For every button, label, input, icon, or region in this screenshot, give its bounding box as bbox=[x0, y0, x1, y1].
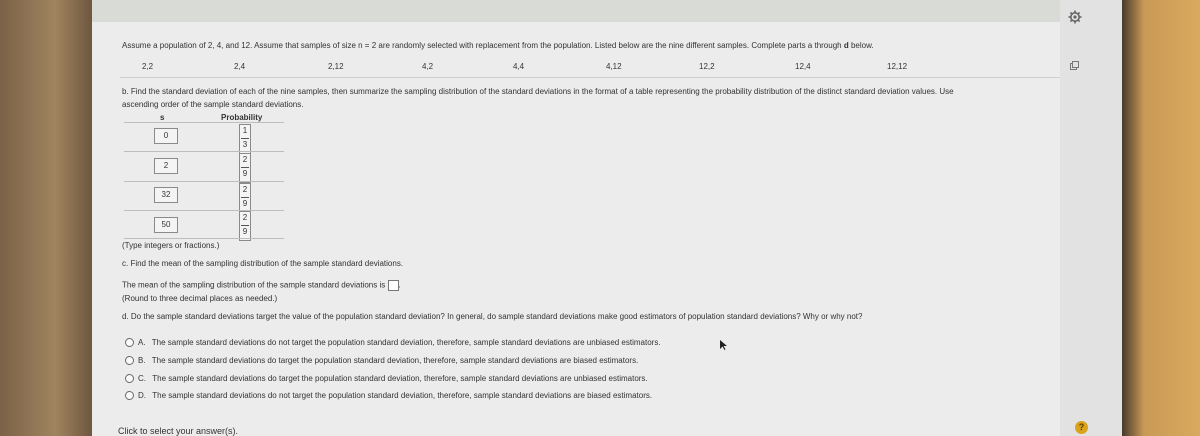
col-header-probability: Probability bbox=[221, 113, 263, 122]
fraction-bar bbox=[241, 225, 249, 226]
fraction-numerator: 2 bbox=[242, 213, 248, 222]
part-c-title: c. Find the mean of the sampling distribution of the sample standard deviations. bbox=[122, 259, 404, 268]
mean-answer-input[interactable] bbox=[388, 280, 399, 291]
option-d-radio[interactable] bbox=[125, 391, 134, 400]
part-c-hint: (Round to three decimal places as needed.) bbox=[122, 294, 278, 303]
s-value-box[interactable]: 32 bbox=[154, 187, 178, 203]
sample-5: 4,4 bbox=[513, 62, 525, 71]
fraction-numerator: 2 bbox=[242, 185, 248, 194]
option-d-letter: D. bbox=[138, 391, 146, 400]
part-c-answer-text: The mean of the sampling distribution of the sample standard deviations is bbox=[122, 280, 386, 290]
question-intro bbox=[122, 41, 874, 50]
s-value-box[interactable]: 0 bbox=[154, 128, 178, 144]
device-bezel-right bbox=[1120, 0, 1200, 436]
part-d-title: d. Do the sample standard deviations target the value of the population standard deviation? In general, do sample standard deviations make good estimators of population standard deviations? Why or why not? bbox=[122, 312, 863, 321]
option-c-text: The sample standard deviations do target the population standard deviation, therefore, sample standard deviations are unbiased estimators. bbox=[152, 374, 648, 383]
option-a-letter: A. bbox=[138, 338, 146, 347]
option-d[interactable] bbox=[138, 391, 652, 400]
probability-fraction[interactable] bbox=[239, 183, 251, 213]
part-c-answer-line bbox=[122, 280, 401, 291]
probability-fraction[interactable] bbox=[239, 124, 251, 154]
answer-period: . bbox=[398, 280, 401, 290]
probability-fraction[interactable] bbox=[239, 211, 251, 241]
option-a-text: The sample standard deviations do not target the population standard deviation, therefore, sample standard deviations are unbiased estimators. bbox=[151, 338, 661, 347]
option-c[interactable] bbox=[138, 374, 648, 383]
sample-9: 12,12 bbox=[887, 62, 908, 71]
divider bbox=[120, 77, 1060, 78]
table-bottom-line bbox=[124, 238, 284, 239]
option-b-radio[interactable] bbox=[125, 356, 134, 365]
option-b[interactable] bbox=[138, 356, 638, 365]
top-bar bbox=[92, 0, 1122, 22]
sample-8: 12,4 bbox=[795, 62, 811, 71]
option-b-text: The sample standard deviations do target the population standard deviation, therefore, sample standard deviations are biased estimators. bbox=[151, 356, 639, 365]
gear-icon[interactable] bbox=[1068, 10, 1082, 29]
part-b-hint: (Type integers or fractions.) bbox=[122, 241, 220, 250]
table-header-line bbox=[124, 122, 284, 123]
sample-3: 2,12 bbox=[328, 62, 344, 71]
sample-7: 12,2 bbox=[699, 62, 715, 71]
intro-end: below. bbox=[850, 41, 874, 50]
screen bbox=[92, 0, 1122, 436]
sample-6: 4,12 bbox=[606, 62, 622, 71]
part-b-text-2: ascending order of the sample standard deviations. bbox=[122, 100, 304, 109]
help-icon[interactable]: ? bbox=[1075, 421, 1088, 434]
option-a-radio[interactable] bbox=[125, 338, 134, 347]
status-text: Click to select your answer(s). bbox=[118, 426, 239, 436]
fraction-bar bbox=[241, 167, 249, 168]
option-a[interactable] bbox=[138, 338, 661, 347]
option-c-letter: C. bbox=[138, 374, 146, 383]
row-divider bbox=[124, 181, 284, 182]
row-divider bbox=[124, 210, 284, 211]
fraction-denominator: 9 bbox=[242, 199, 248, 208]
probability-fraction[interactable] bbox=[239, 153, 251, 183]
copy-icon[interactable] bbox=[1070, 57, 1079, 75]
option-c-radio[interactable] bbox=[125, 374, 134, 383]
fraction-bar bbox=[241, 138, 249, 139]
fraction-denominator: 9 bbox=[242, 227, 248, 236]
sample-1: 2,2 bbox=[142, 62, 154, 71]
intro-bold: d bbox=[843, 41, 849, 50]
intro-text: Assume a population of 2, 4, and 12. Assume that samples of size n = 2 are randomly selected with replacement from the population. Listed below are the nine different samples. Complete parts a through bbox=[122, 41, 842, 50]
device-bezel-left bbox=[0, 0, 92, 436]
fraction-denominator: 9 bbox=[242, 169, 248, 178]
fraction-numerator: 1 bbox=[242, 126, 248, 135]
s-value-box[interactable]: 2 bbox=[154, 158, 178, 174]
fraction-denominator: 3 bbox=[242, 140, 248, 149]
sample-2: 2,4 bbox=[234, 62, 246, 71]
sample-4: 4,2 bbox=[422, 62, 434, 71]
row-divider bbox=[124, 151, 284, 152]
option-d-text: The sample standard deviations do not target the population standard deviation, therefore, sample standard deviations are biased estimators. bbox=[152, 391, 653, 400]
fraction-numerator: 2 bbox=[242, 155, 248, 164]
col-header-s: s bbox=[160, 113, 165, 122]
part-b-text-1: b. Find the standard deviation of each of the nine samples, then summarize the sampling distribution of the standard deviations in the format of a table representing the probability distribution of the distinct standard deviation values. Use bbox=[122, 87, 954, 96]
s-value-box[interactable]: 50 bbox=[154, 217, 178, 233]
option-b-letter: B. bbox=[138, 356, 146, 365]
mouse-cursor-icon bbox=[720, 337, 728, 355]
fraction-bar bbox=[241, 197, 249, 198]
